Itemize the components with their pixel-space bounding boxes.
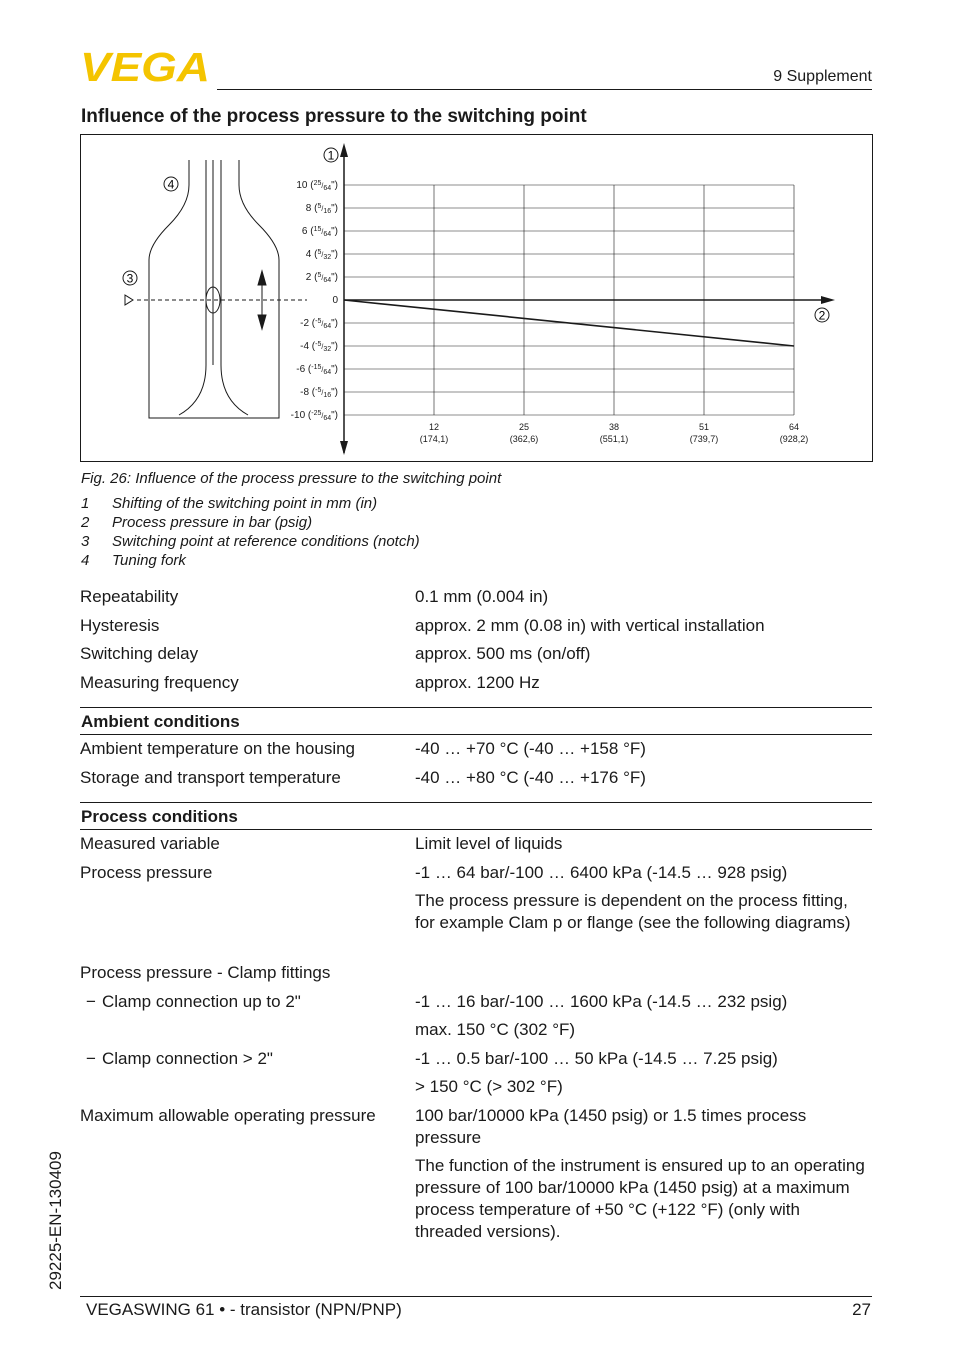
y-tick-label: -8 ($^{-5}_{/16}$") [300, 387, 338, 399]
legend-number: 1 [81, 495, 90, 512]
spec-value: approx. 500 ms (on/off) [415, 644, 591, 663]
list-dash: − [86, 992, 96, 1011]
spec-label: Hysteresis [80, 616, 160, 635]
spec-value: -1 … 64 bar/-100 … 6400 kPa (-14.5 … 928 psig) [415, 863, 788, 882]
x-tick-sublabel: (739,7) [689, 434, 719, 444]
x-tick-label: 51 [698, 422, 710, 432]
x-tick-sublabel: (551,1) [599, 434, 629, 444]
spec-label: Process pressure [80, 863, 213, 882]
page-title: Influence of the process pressure to the switching point [81, 106, 587, 127]
spec-label: Switching delay [80, 644, 199, 663]
fork-tine-right [221, 160, 248, 415]
x-tick-label: 64 [788, 422, 800, 432]
callout-2 [815, 308, 829, 323]
y-tick-label: 8 ($^5_{/16}$") [305, 203, 338, 215]
spec-value: -1 … 0.5 bar/-100 … 50 kPa (-14.5 … 7.25 psig) [415, 1049, 778, 1068]
spec-label: Ambient temperature on the housing [80, 739, 356, 758]
x-tick-sublabel: (928,2) [779, 434, 809, 444]
footer-rule [80, 1296, 872, 1297]
figure-caption: Fig. 26: Influence of the process pressure to the switching point [81, 470, 502, 487]
shift-arrow-up-icon [258, 271, 266, 285]
shift-arrow-down-icon [258, 315, 266, 329]
x-tick-labels [420, 422, 809, 444]
legend-text: Switching point at reference conditions (notch) [112, 533, 420, 550]
figure-box [80, 134, 873, 462]
section-heading-text: Process conditions [81, 807, 238, 826]
fork-outline [149, 160, 279, 418]
page-number: 27 [852, 1300, 871, 1319]
spec-value: -1 … 16 bar/-100 … 1600 kPa (-14.5 … 232 psig) [415, 992, 788, 1011]
legend-number: 4 [81, 552, 90, 569]
y-tick-label: -10 ($^{-25}_{/64}$") [290, 410, 338, 422]
legend-text: Process pressure in bar (psig) [112, 514, 313, 531]
y-tick-label: 10 ($^{25}_{/64}$") [296, 180, 338, 192]
spec-label: Repeatability [80, 587, 179, 606]
callout-3 [123, 271, 137, 286]
y-tick-label: -2 ($^{-5}_{/64}$") [300, 318, 338, 330]
y-axis-arrow-down-icon [340, 441, 348, 455]
x-tick-sublabel: (362,6) [509, 434, 539, 444]
spec-value: -40 … +70 °C (-40 … +158 °F) [415, 739, 646, 758]
y-tick-label: -6 ($^{-15}_{/64}$") [296, 364, 338, 376]
x-tick-label: 38 [608, 422, 620, 432]
x-tick-sublabel: (174,1) [419, 434, 449, 444]
spec-value: 0.1 mm (0.004 in) [415, 587, 549, 606]
y-tick-label: -4 ($^{-5}_{/32}$") [300, 341, 338, 353]
header-rule [217, 89, 872, 90]
spec-label: Maximum allowable operating pressure [80, 1106, 376, 1125]
fork-tine-left [179, 160, 206, 415]
callout-4-label: 4 [167, 177, 175, 192]
y-axis-arrow-up-icon [340, 143, 348, 157]
spec-label: Measuring frequency [80, 673, 239, 692]
ambient-conditions-heading [80, 707, 872, 735]
callout-1 [324, 148, 338, 163]
callout-2-label: 2 [818, 308, 826, 323]
y-tick-label: 2 ($^5_{/64}$") [305, 272, 338, 284]
section-label: 9 Supplement [773, 68, 872, 85]
spec-label: Measured variable [80, 834, 220, 853]
spec-note: The process pressure is dependent on the process fitting, for example Clam p or flange (see the following diagrams) [415, 891, 851, 932]
legend-number: 2 [81, 514, 90, 531]
chart-axes [340, 143, 835, 455]
spec-value: Limit level of liquids [415, 834, 563, 853]
spec-value: 100 bar/10000 kPa (1450 psig) or 1.5 times process pressure [415, 1106, 807, 1147]
tuning-fork-drawing [125, 160, 307, 418]
legend-number: 3 [81, 533, 90, 550]
y-tick-labels [291, 180, 339, 422]
callout-3-label: 3 [126, 271, 134, 286]
spec-label: Process pressure - Clamp fittings [80, 963, 331, 982]
footer-title: VEGASWING 61 • - transistor (NPN/PNP) [86, 1300, 402, 1319]
y-tick-label: 6 ($^{15}_{/64}$") [301, 226, 338, 238]
spec-label: Storage and transport temperature [80, 768, 341, 787]
y-tick-label: 0 [332, 295, 338, 306]
reference-triangle-icon [125, 295, 133, 305]
x-tick-label: 25 [518, 422, 530, 432]
spec-value: -40 … +80 °C (-40 … +176 °F) [415, 768, 646, 787]
spec-note: The function of the instrument is ensured up to an operating pressure of 100 bar/10000 kPa (1450 psig) at a maximum process temperature of +50 °C (+122 °F) (only with threaded versions). [415, 1156, 865, 1241]
callout-4 [164, 177, 178, 192]
vega-logo-text: VEGA [80, 50, 210, 84]
spec-label: Clamp connection up to 2" [102, 992, 301, 1011]
pressure-influence-diagram [81, 135, 872, 461]
callout-1-label: 1 [327, 148, 335, 163]
legend-text: Shifting of the switching point in mm (in) [112, 495, 378, 512]
section-heading-text: Ambient conditions [81, 712, 240, 731]
list-dash: − [86, 1049, 96, 1068]
x-axis-arrow-icon [821, 296, 835, 304]
process-conditions-heading [80, 802, 872, 830]
vega-logo [80, 50, 212, 84]
x-tick-label: 12 [428, 422, 440, 432]
spec-value: approx. 2 mm (0.08 in) with vertical installation [415, 616, 765, 635]
spec-value: > 150 °C (> 302 °F) [415, 1077, 563, 1096]
legend-text: Tuning fork [112, 552, 186, 569]
spec-value: max. 150 °C (302 °F) [415, 1020, 576, 1039]
spec-label: Clamp connection > 2" [102, 1049, 273, 1068]
y-tick-label: 4 ($^5_{/32}$") [305, 249, 338, 261]
spec-value: approx. 1200 Hz [415, 673, 540, 692]
document-id: 29225-EN-130409 [46, 1151, 65, 1290]
